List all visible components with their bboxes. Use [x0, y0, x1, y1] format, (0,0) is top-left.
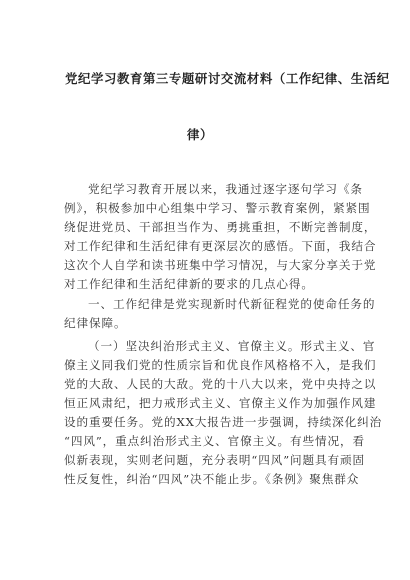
paragraph-line: 例》，积极参加中心组集中学习、警示教育案例，紧紧围 [64, 201, 371, 215]
section-heading-line: 纪律保障。 [64, 316, 127, 330]
paragraph-line: 似新表现，实则老问题，充分表明“四风”问题具有顽固 [64, 453, 366, 467]
document-title-line-1: 党纪学习教育第三专题研讨交流材料（工作纪律、生活纪 [65, 71, 390, 86]
paragraph-line: 党纪学习教育开展以来，我通过逐字逐句学习《条 [88, 182, 363, 196]
paragraph-line: 对工作纪律和生活纪律新的要求的几点心得。 [64, 277, 314, 291]
paragraph-line: （一）坚决纠治形式主义、官僚主义。形式主义、官 [88, 339, 376, 353]
paragraph-line: 绕促进党员、干部担当作为、勇挑重担，不断完善制度， [64, 220, 377, 234]
paragraph-line: 对工作纪律和生活纪律有更深层次的感悟。下面，我结合 [64, 239, 377, 253]
paragraph-line: 党的大敌、人民的大敌。党的十八大以来，党中央持之以 [64, 377, 377, 391]
paragraph-line: 这次个人自学和读书班集中学习情况，与大家分享关于党 [64, 258, 377, 272]
paragraph-line: “四风”，重点纠治形式主义、官僚主义。有些情况，看 [64, 434, 366, 448]
paragraph-line: 僚主义同我们党的性质宗旨和优良作风格格不入，是我们 [64, 358, 377, 372]
paragraph-line: 性反复性，纠治“四风”决不能止步。《条例》聚焦群众 [64, 472, 360, 486]
paragraph-line: 恒正风肃纪，把力戒形式主义、官僚主义作为加强作风建 [64, 396, 377, 410]
section-heading-line: 一、工作纪律是党实现新时代新征程党的使命任务的 [88, 297, 376, 311]
document-title-line-2: 律） [187, 127, 213, 142]
paragraph-line: 设的重要任务。党的XX大报告进一步强调，持续深化纠治 [64, 415, 383, 429]
